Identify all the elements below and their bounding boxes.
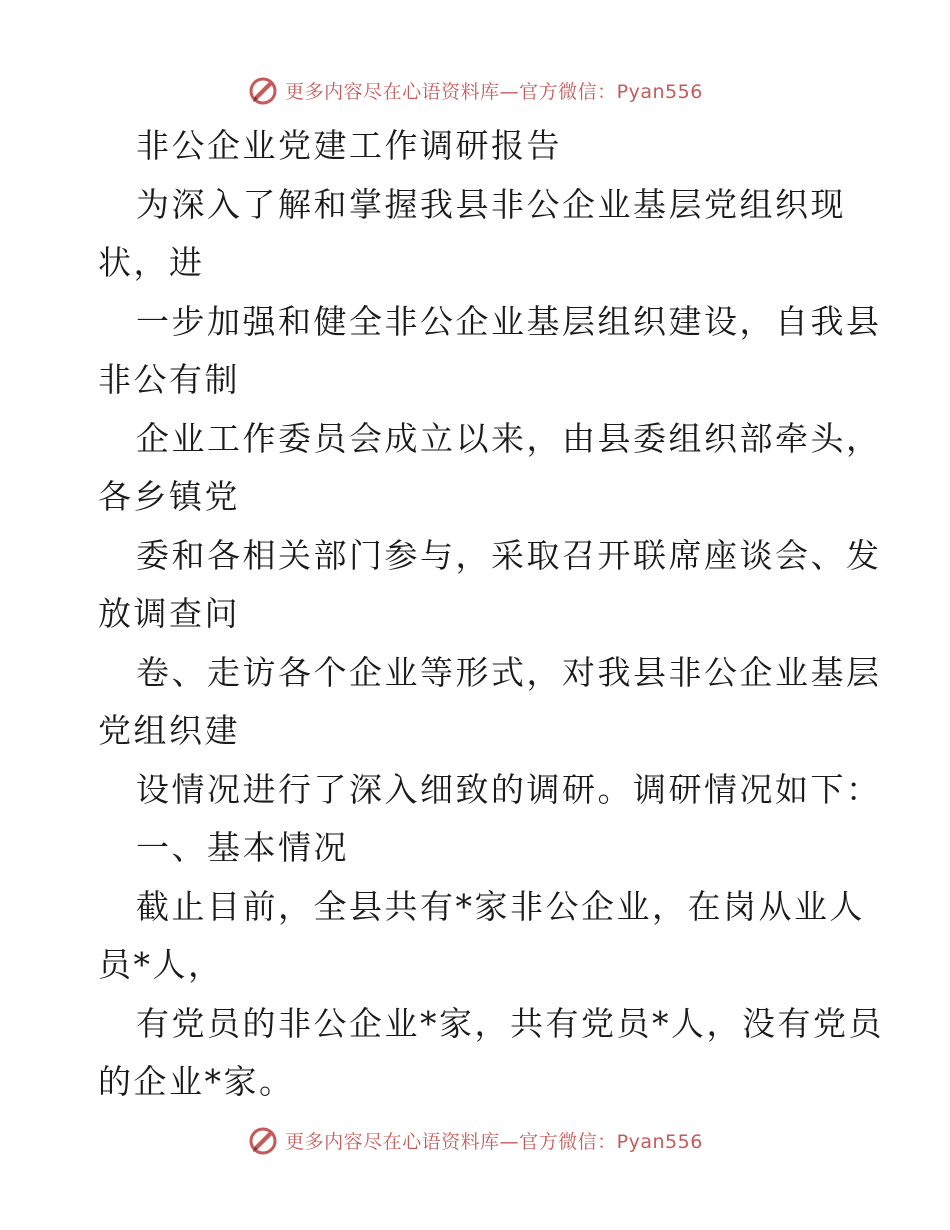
paragraph-line: 企业工作委员会成立以来，由县委组织部牵头，: [136, 419, 882, 458]
paragraph-line: 一步加强和健全非公企业基层组织建设，自我县: [136, 302, 882, 341]
paragraph-line: 设情况进行了深入细致的调研。调研情况如下：: [136, 770, 882, 809]
banner-text: 更多内容尽在心语资料库—官方微信：Pyan556: [285, 1130, 703, 1153]
paragraph-line: 卷、走访各个企业等形式，对我县非公企业基层: [136, 653, 882, 692]
header-banner: [0, 70, 950, 110]
paragraph-line: 委和各相关部门参与，采取召开联席座谈会、发: [136, 536, 882, 575]
paragraph-line: 为深入了解和掌握我县非公企业基层党组织现: [136, 185, 846, 224]
quill-pen-logo-icon: [247, 74, 279, 106]
paragraph-line: 各乡镇党: [98, 477, 240, 516]
paragraph-line: 有党员的非公企业*家，共有党员*人，没有党员: [136, 1004, 884, 1043]
document-title: 非公企业党建工作调研报告: [136, 126, 562, 165]
quill-pen-logo-icon: [247, 1124, 279, 1156]
section-heading: 一、基本情况: [136, 828, 349, 867]
paragraph-line: 非公有制: [98, 360, 240, 399]
banner-text: 更多内容尽在心语资料库—官方微信：Pyan556: [285, 80, 703, 103]
paragraph-line: 的企业*家。: [98, 1062, 295, 1101]
paragraph-line: 状，进: [98, 243, 205, 282]
paragraph-line: 员*人，: [98, 945, 224, 984]
paragraph-line: 党组织建: [98, 711, 240, 750]
footer-banner: [0, 1120, 950, 1160]
paragraph-line: 放调查问: [98, 594, 240, 633]
paragraph-line: 截止目前，全县共有*家非公企业，在岗从业人: [136, 887, 865, 926]
